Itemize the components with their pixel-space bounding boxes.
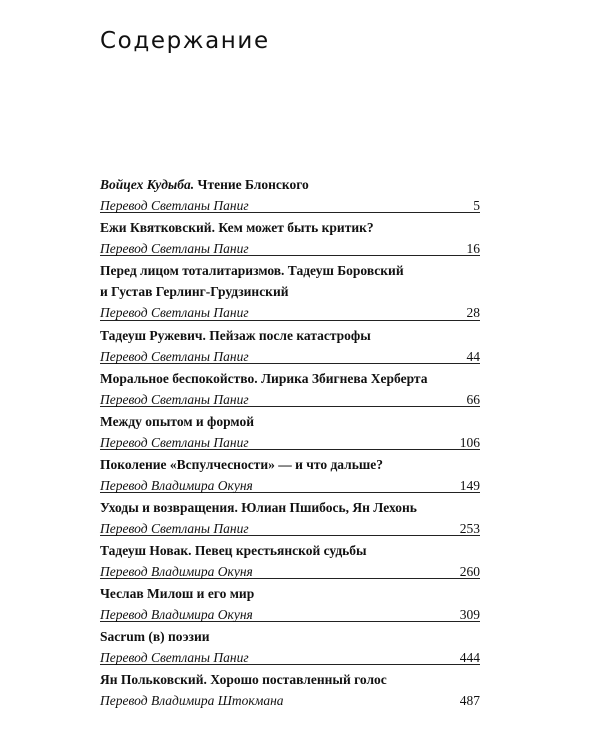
entry-title: Между опытом и формой xyxy=(100,413,254,429)
toc-entry xyxy=(100,579,480,622)
entry-page-number: 66 xyxy=(466,391,480,407)
entry-translator: Перевод Владимира Штокмана xyxy=(100,692,284,708)
entry-title: Моральное беспокойство. Лирика Збигнева Херберта xyxy=(100,370,428,386)
toc-entry xyxy=(100,622,480,665)
entry-title: Уходы и возвращения. Юлиан Пшибось, Ян Лехонь xyxy=(100,499,417,515)
entry-page-number: 16 xyxy=(466,241,480,256)
entry-title: Тадеуш Ружевич. Пейзаж после катастрофы xyxy=(100,327,371,343)
entry-translator: Перевод Светланы Паниг xyxy=(100,434,249,450)
toc-entry xyxy=(100,407,480,450)
toc-entry xyxy=(100,364,480,407)
entry-translator: Перевод Владимира Окуня xyxy=(100,563,253,579)
entry-title: Ежи Квятковский. Кем может быть критик? xyxy=(100,220,374,235)
entry-title-line-1: Перед лицом тоталитаризмов. Тадеуш Боровский xyxy=(100,263,404,278)
entry-translator: Перевод Светланы Паниг xyxy=(100,649,249,665)
entry-author: Войцех Кудыба. xyxy=(100,177,195,192)
entry-translator: Перевод Владимира Окуня xyxy=(100,606,253,622)
entry-page-number: 444 xyxy=(459,649,480,665)
entry-page-number: 28 xyxy=(466,305,480,320)
entry-translator-line xyxy=(100,690,480,711)
page-title: Содержание xyxy=(100,28,270,54)
table-of-contents xyxy=(100,170,480,707)
entry-page-number: 149 xyxy=(459,477,480,493)
entry-translator: Перевод Светланы Паниг xyxy=(100,241,249,256)
entry-translator: Перевод Светланы Паниг xyxy=(100,520,249,536)
entry-title: Ян Польковский. Хорошо поставленный голос xyxy=(100,671,387,687)
entry-title: Поколение «Вспулчесности» — и что дальше? xyxy=(100,456,384,472)
entry-title: Чеслав Милош и его мир xyxy=(100,585,255,601)
toc-entry xyxy=(100,213,480,256)
toc-entry xyxy=(100,256,480,321)
entry-title: Тадеуш Новак. Певец крестьянской судьбы xyxy=(100,542,367,558)
entry-page-number: 5 xyxy=(473,198,480,213)
entry-translator: Перевод Светланы Паниг xyxy=(100,391,249,407)
entry-page-number: 260 xyxy=(459,563,480,579)
toc-entry xyxy=(100,321,480,364)
entry-page-number: 309 xyxy=(459,606,480,622)
entry-translator: Перевод Светланы Паниг xyxy=(100,305,249,320)
entry-translator: Перевод Владимира Окуня xyxy=(100,477,253,493)
toc-entry xyxy=(100,665,480,707)
toc-entry xyxy=(100,493,480,536)
toc-entry xyxy=(100,450,480,493)
entry-page-number: 106 xyxy=(459,434,480,450)
entry-translator: Перевод Светланы Паниг xyxy=(100,348,249,364)
entry-title xyxy=(100,256,480,302)
entry-title-text: Чтение Блонского xyxy=(197,177,309,192)
toc-entry xyxy=(100,170,480,213)
entry-translator: Перевод Светланы Паниг xyxy=(100,198,249,213)
entry-title: Sacrum (в) поэзии xyxy=(100,628,210,644)
entry-page-number: 487 xyxy=(459,692,480,708)
entry-page-number: 44 xyxy=(466,348,480,364)
toc-entry xyxy=(100,536,480,579)
entry-title-line-2: и Густав Герлинг-Грудзинский xyxy=(100,284,289,299)
entry-title xyxy=(100,170,480,195)
entry-page-number: 253 xyxy=(459,520,480,536)
